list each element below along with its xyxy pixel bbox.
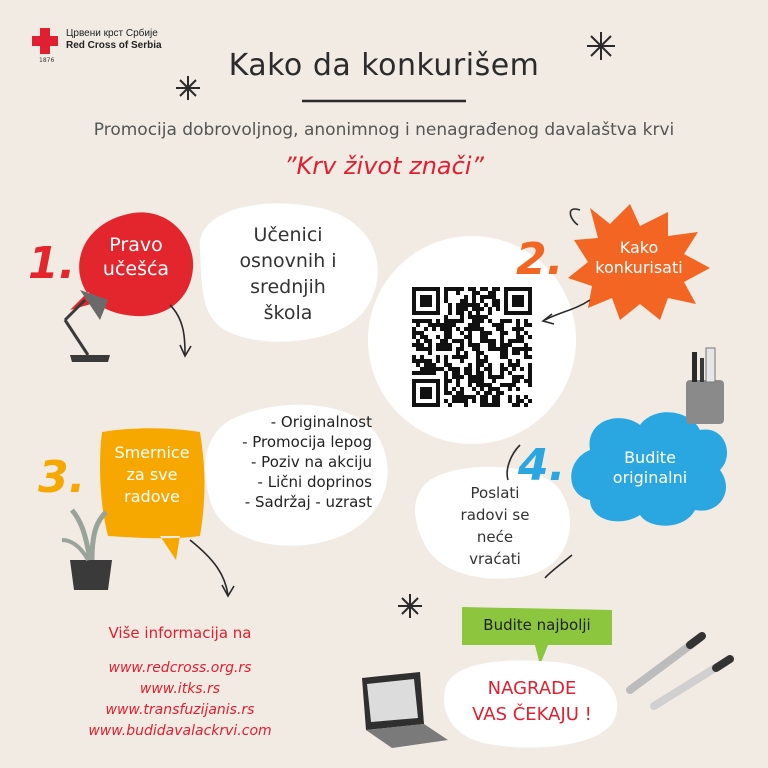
lamp-icon <box>65 290 110 362</box>
step-label-4-line-2: originalni <box>612 468 688 487</box>
award-line-2: VAS ČEKAJU ! <box>472 704 592 725</box>
plant-icon <box>62 510 112 590</box>
step-number-2: 2. <box>516 234 564 285</box>
note-1-line-2: osnovnih i <box>239 250 337 272</box>
note-4-line-2: radovi se <box>460 506 530 524</box>
step-label-4 <box>594 448 706 488</box>
info-link[interactable]: www.itks.rs <box>139 681 221 697</box>
guidelines-list <box>196 412 372 512</box>
award-text <box>452 676 612 728</box>
step-label-3-line-3: radove <box>124 487 180 506</box>
note-1-line-3: srednjih <box>250 276 326 298</box>
note-4-line-1: Poslati <box>470 484 520 502</box>
step-label-3-line-2: za sve <box>126 465 178 484</box>
award-line-1: NAGRADE <box>487 678 577 699</box>
step-label-1-line-1: Pravo <box>109 234 163 256</box>
step-label-1 <box>84 234 188 282</box>
note-1-line-4: škola <box>263 302 313 324</box>
campaign-title: ”Krv život znači” <box>284 152 484 180</box>
page-subtitle: Promocija dobrovoljnog, anonimnog i nenagrađenog davalaštva krvi <box>93 120 675 140</box>
step-label-3-line-1: Smernice <box>114 443 190 462</box>
info-link[interactable]: www.transfuzijanis.rs <box>105 702 255 718</box>
note-1-line-1: Učenici <box>253 224 323 246</box>
step-label-2-line-1: Kako <box>619 238 659 257</box>
logo-year: 1876 <box>39 57 55 64</box>
info-link[interactable]: www.budidavalackrvi.com <box>88 723 272 739</box>
step-label-3 <box>104 442 200 508</box>
info-section <box>60 624 300 742</box>
sparkle-icon <box>398 594 422 618</box>
info-header: Više informacija na <box>108 624 252 642</box>
note-4-line-3: neće <box>476 528 514 546</box>
qr-code-icon <box>410 285 534 409</box>
step-number-3: 3. <box>38 452 86 503</box>
step-note-1 <box>228 222 348 326</box>
step-label-4-line-1: Budite <box>624 448 676 467</box>
step-label-1-line-2: učešća <box>102 257 170 280</box>
info-link[interactable]: www.redcross.org.rs <box>108 660 252 676</box>
badge-text: Budite najbolji <box>483 616 591 634</box>
pencil-cup-icon <box>686 348 724 424</box>
logo-line-2: Red Cross of Serbia <box>66 40 162 51</box>
step-number-4: 4. <box>518 440 566 491</box>
step-label-2 <box>584 238 694 278</box>
guideline-item: - Lični doprinos <box>257 473 372 491</box>
page-title: Kako da konkurišem <box>228 48 540 83</box>
note-4-line-4: vraćati <box>469 550 521 568</box>
guideline-item: - Sadržaj - uzrast <box>244 493 372 511</box>
step-number-1: 1. <box>28 238 76 289</box>
guideline-item: - Promocija lepog <box>242 433 372 451</box>
logo-line-1: Црвени крст Србије <box>66 28 158 39</box>
step-label-2-line-2: konkurisati <box>595 258 683 277</box>
guideline-item: - Originalnost <box>270 413 372 431</box>
step-note-4 <box>440 482 550 570</box>
laptop-icon <box>362 672 448 748</box>
pens-icon <box>630 636 730 706</box>
guideline-item: - Poziv na akciju <box>251 453 372 471</box>
